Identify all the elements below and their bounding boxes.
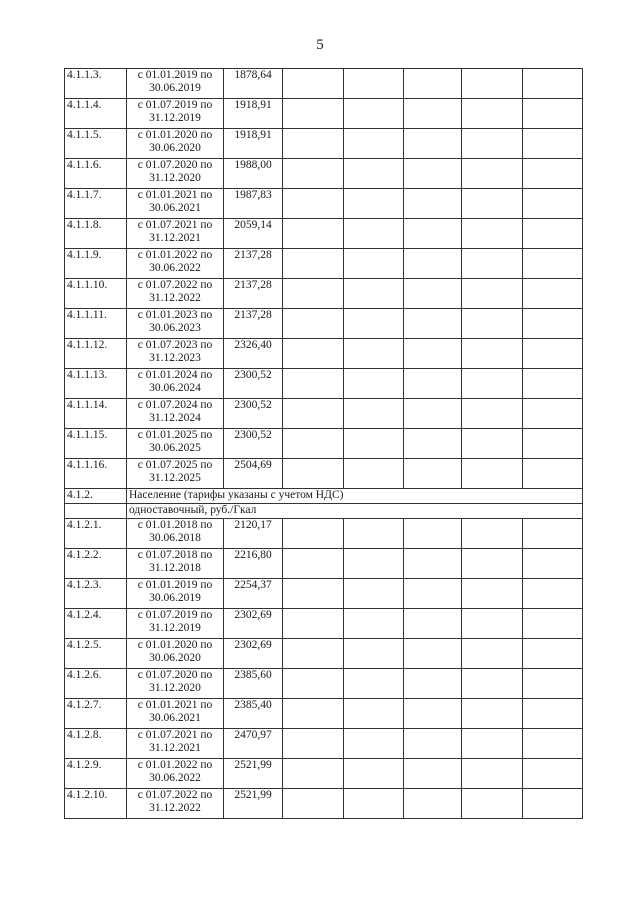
- empty-cell: [404, 369, 462, 399]
- row-value: 2137,28: [224, 309, 283, 339]
- empty-cell: [404, 309, 462, 339]
- period-from: с 01.07.2022 по: [137, 279, 213, 291]
- row-code: 4.1.1.4.: [65, 99, 127, 129]
- empty-cell: [404, 339, 462, 369]
- empty-cell: [283, 639, 344, 669]
- empty-cell: [283, 759, 344, 789]
- empty-cell: [404, 609, 462, 639]
- empty-cell: [523, 189, 583, 219]
- row-period: [127, 789, 224, 819]
- row-code: 4.1.1.3.: [65, 69, 127, 99]
- period-from: с 01.01.2018 по: [137, 519, 213, 531]
- empty-cell: [344, 369, 404, 399]
- period-to: 30.06.2022: [149, 772, 201, 784]
- row-period: [127, 159, 224, 189]
- empty-cell: [344, 399, 404, 429]
- empty-cell: [404, 549, 462, 579]
- empty-cell: [462, 69, 523, 99]
- empty-cell: [283, 459, 344, 489]
- period-from: с 01.01.2019 по: [137, 579, 213, 591]
- page-number: 5: [316, 37, 324, 53]
- period-from: с 01.07.2020 по: [137, 669, 213, 681]
- empty-cell: [462, 279, 523, 309]
- period-to: 30.06.2018: [149, 532, 201, 544]
- empty-cell: [283, 429, 344, 459]
- table-row: [65, 69, 583, 99]
- section-title: Население (тарифы указаны с учетом НДС): [127, 489, 583, 504]
- empty-cell: [523, 519, 583, 549]
- row-value: 2385,40: [224, 699, 283, 729]
- row-code: 4.1.1.15.: [65, 429, 127, 459]
- empty-cell: [344, 759, 404, 789]
- empty-cell: [523, 429, 583, 459]
- row-code: 4.1.2.1.: [65, 519, 127, 549]
- empty-cell: [523, 99, 583, 129]
- empty-cell: [283, 159, 344, 189]
- empty-cell: [404, 189, 462, 219]
- row-value: 2302,69: [224, 639, 283, 669]
- period-to: 31.12.2020: [149, 682, 201, 694]
- empty-cell: [283, 609, 344, 639]
- empty-cell: [283, 309, 344, 339]
- empty-cell: [344, 219, 404, 249]
- row-period: [127, 759, 224, 789]
- empty-cell: [523, 549, 583, 579]
- row-period: [127, 519, 224, 549]
- empty-cell: [462, 549, 523, 579]
- period-to: 30.06.2022: [149, 262, 201, 274]
- empty-cell: [523, 669, 583, 699]
- period-to: 30.06.2021: [149, 202, 201, 214]
- table-row: [65, 189, 583, 219]
- empty-cell: [462, 729, 523, 759]
- table-row: [65, 549, 583, 579]
- empty-cell: [404, 249, 462, 279]
- row-value: 2137,28: [224, 249, 283, 279]
- row-value: 2385,60: [224, 669, 283, 699]
- period-from: с 01.07.2021 по: [137, 729, 213, 741]
- row-period: [127, 639, 224, 669]
- row-code: 4.1.2.8.: [65, 729, 127, 759]
- period-to: 30.06.2019: [149, 82, 201, 94]
- empty-cell: [283, 219, 344, 249]
- period-to: 31.12.2018: [149, 562, 201, 574]
- empty-cell: [283, 339, 344, 369]
- period-to: 31.12.2022: [149, 292, 201, 304]
- period-from: с 01.07.2018 по: [137, 549, 213, 561]
- table-row: [65, 399, 583, 429]
- row-period: [127, 609, 224, 639]
- empty-cell: [344, 309, 404, 339]
- table-row: [65, 519, 583, 549]
- row-code: 4.1.2.7.: [65, 699, 127, 729]
- period-to: 31.12.2024: [149, 412, 201, 424]
- empty-cell: [462, 459, 523, 489]
- empty-cell: [404, 759, 462, 789]
- empty-cell: [404, 159, 462, 189]
- table-row: [65, 639, 583, 669]
- empty-cell: [462, 429, 523, 459]
- empty-cell: [283, 519, 344, 549]
- row-period: [127, 579, 224, 609]
- period-from: с 01.07.2025 по: [137, 459, 213, 471]
- row-value: 2504,69: [224, 459, 283, 489]
- empty-cell: [404, 399, 462, 429]
- empty-cell: [523, 579, 583, 609]
- empty-cell: [283, 789, 344, 819]
- period-to: 31.12.2019: [149, 112, 201, 124]
- empty-cell: [523, 399, 583, 429]
- row-code: 4.1.1.8.: [65, 219, 127, 249]
- empty-cell: [404, 129, 462, 159]
- row-code: 4.1.1.11.: [65, 309, 127, 339]
- period-to: 31.12.2019: [149, 622, 201, 634]
- empty-cell: [404, 429, 462, 459]
- empty-cell: [523, 759, 583, 789]
- empty-cell: [523, 159, 583, 189]
- row-value: 2470,97: [224, 729, 283, 759]
- period-from: с 01.01.2022 по: [137, 249, 213, 261]
- empty-cell: [523, 309, 583, 339]
- period-from: с 01.07.2019 по: [137, 99, 213, 111]
- row-code: 4.1.2.2.: [65, 549, 127, 579]
- table-row: [65, 159, 583, 189]
- empty-cell: [283, 279, 344, 309]
- empty-cell: [462, 159, 523, 189]
- section-code: 4.1.2.: [65, 489, 127, 504]
- empty-cell: [283, 579, 344, 609]
- row-period: [127, 309, 224, 339]
- empty-cell: [404, 789, 462, 819]
- period-to: 30.06.2019: [149, 592, 201, 604]
- empty-cell: [462, 759, 523, 789]
- empty-cell: [523, 729, 583, 759]
- empty-cell: [462, 579, 523, 609]
- empty-cell: [283, 699, 344, 729]
- row-period: [127, 279, 224, 309]
- period-from: с 01.01.2021 по: [137, 699, 213, 711]
- empty-cell: [344, 639, 404, 669]
- empty-cell: [523, 459, 583, 489]
- empty-cell: [462, 519, 523, 549]
- section-subtitle-row: [65, 504, 583, 519]
- empty-cell: [462, 129, 523, 159]
- tariff-rows-organizations: [65, 69, 583, 489]
- period-to: 31.12.2023: [149, 352, 201, 364]
- empty-cell: [462, 99, 523, 129]
- empty-cell: [462, 609, 523, 639]
- empty-cell: [283, 189, 344, 219]
- empty-cell: [344, 69, 404, 99]
- row-value: 2137,28: [224, 279, 283, 309]
- row-period: [127, 459, 224, 489]
- empty-cell: [283, 669, 344, 699]
- period-from: с 01.01.2020 по: [137, 129, 213, 141]
- row-period: [127, 129, 224, 159]
- period-to: 31.12.2025: [149, 472, 201, 484]
- row-period: [127, 339, 224, 369]
- empty-cell: [344, 579, 404, 609]
- empty-cell: [404, 699, 462, 729]
- empty-cell: [462, 249, 523, 279]
- table-row: [65, 279, 583, 309]
- table-row: [65, 579, 583, 609]
- row-code: 4.1.1.9.: [65, 249, 127, 279]
- row-code: 4.1.1.14.: [65, 399, 127, 429]
- table-row: [65, 729, 583, 759]
- row-code: 4.1.2.3.: [65, 579, 127, 609]
- empty-cell: [344, 99, 404, 129]
- empty-cell: [462, 339, 523, 369]
- section-title-row: [65, 489, 583, 504]
- row-value: 2302,69: [224, 609, 283, 639]
- empty-cell: [523, 699, 583, 729]
- table-row: [65, 369, 583, 399]
- table-row: [65, 339, 583, 369]
- row-period: [127, 249, 224, 279]
- row-value: 2216,80: [224, 549, 283, 579]
- empty-cell: [404, 279, 462, 309]
- period-to: 31.12.2022: [149, 802, 201, 814]
- section-subtitle-blank: [65, 504, 127, 519]
- empty-cell: [344, 789, 404, 819]
- empty-cell: [344, 429, 404, 459]
- empty-cell: [523, 789, 583, 819]
- table-row: [65, 609, 583, 639]
- table-row: [65, 429, 583, 459]
- empty-cell: [404, 69, 462, 99]
- row-code: 4.1.1.12.: [65, 339, 127, 369]
- period-from: с 01.07.2020 по: [137, 159, 213, 171]
- empty-cell: [523, 69, 583, 99]
- row-value: 2254,37: [224, 579, 283, 609]
- row-value: 2521,99: [224, 759, 283, 789]
- empty-cell: [283, 549, 344, 579]
- row-code: 4.1.2.4.: [65, 609, 127, 639]
- row-period: [127, 99, 224, 129]
- table-row: [65, 309, 583, 339]
- empty-cell: [283, 729, 344, 759]
- table-row: [65, 789, 583, 819]
- empty-cell: [462, 669, 523, 699]
- empty-cell: [462, 309, 523, 339]
- table-row: [65, 699, 583, 729]
- row-period: [127, 669, 224, 699]
- row-value: 2300,52: [224, 399, 283, 429]
- row-code: 4.1.1.16.: [65, 459, 127, 489]
- row-code: 4.1.2.5.: [65, 639, 127, 669]
- empty-cell: [344, 189, 404, 219]
- empty-cell: [344, 249, 404, 279]
- empty-cell: [523, 279, 583, 309]
- period-from: с 01.01.2021 по: [137, 189, 213, 201]
- row-value: 1918,91: [224, 129, 283, 159]
- row-code: 4.1.1.5.: [65, 129, 127, 159]
- empty-cell: [404, 99, 462, 129]
- empty-cell: [344, 549, 404, 579]
- period-from: с 01.01.2024 по: [137, 369, 213, 381]
- empty-cell: [344, 279, 404, 309]
- empty-cell: [344, 519, 404, 549]
- period-to: 30.06.2020: [149, 142, 201, 154]
- table-row: [65, 759, 583, 789]
- empty-cell: [462, 789, 523, 819]
- row-period: [127, 219, 224, 249]
- empty-cell: [523, 339, 583, 369]
- empty-cell: [344, 609, 404, 639]
- period-to: 30.06.2023: [149, 322, 201, 334]
- section-subtitle: одноставочный, руб./Гкал: [127, 504, 583, 519]
- empty-cell: [462, 189, 523, 219]
- period-to: 31.12.2021: [149, 742, 201, 754]
- period-from: с 01.01.2025 по: [137, 429, 213, 441]
- table-row: [65, 129, 583, 159]
- row-code: 4.1.1.13.: [65, 369, 127, 399]
- empty-cell: [283, 69, 344, 99]
- empty-cell: [404, 669, 462, 699]
- row-code: 4.1.1.6.: [65, 159, 127, 189]
- empty-cell: [462, 699, 523, 729]
- row-value: 1918,91: [224, 99, 283, 129]
- empty-cell: [344, 459, 404, 489]
- period-from: с 01.07.2019 по: [137, 609, 213, 621]
- table-row: [65, 249, 583, 279]
- row-value: 2300,52: [224, 429, 283, 459]
- row-value: 2521,99: [224, 789, 283, 819]
- row-value: 2059,14: [224, 219, 283, 249]
- row-period: [127, 729, 224, 759]
- empty-cell: [283, 369, 344, 399]
- empty-cell: [523, 609, 583, 639]
- empty-cell: [523, 639, 583, 669]
- period-to: 30.06.2025: [149, 442, 201, 454]
- table-row: [65, 219, 583, 249]
- empty-cell: [344, 339, 404, 369]
- section-population: [65, 489, 583, 519]
- row-period: [127, 369, 224, 399]
- empty-cell: [344, 159, 404, 189]
- period-from: с 01.01.2020 по: [137, 639, 213, 651]
- empty-cell: [283, 99, 344, 129]
- table-row: [65, 99, 583, 129]
- table-row: [65, 459, 583, 489]
- period-from: с 01.07.2023 по: [137, 339, 213, 351]
- empty-cell: [523, 369, 583, 399]
- row-value: 2326,40: [224, 339, 283, 369]
- empty-cell: [344, 729, 404, 759]
- empty-cell: [523, 249, 583, 279]
- row-period: [127, 399, 224, 429]
- row-value: 1878,64: [224, 69, 283, 99]
- empty-cell: [404, 579, 462, 609]
- period-from: с 01.07.2021 по: [137, 219, 213, 231]
- period-from: с 01.01.2019 по: [137, 69, 213, 81]
- table-row: [65, 669, 583, 699]
- row-code: 4.1.1.7.: [65, 189, 127, 219]
- empty-cell: [404, 639, 462, 669]
- row-code: 4.1.2.6.: [65, 669, 127, 699]
- empty-cell: [462, 399, 523, 429]
- empty-cell: [404, 729, 462, 759]
- empty-cell: [404, 219, 462, 249]
- period-to: 31.12.2021: [149, 232, 201, 244]
- row-code: 4.1.1.10.: [65, 279, 127, 309]
- row-period: [127, 189, 224, 219]
- empty-cell: [344, 669, 404, 699]
- period-to: 30.06.2020: [149, 652, 201, 664]
- row-value: 1987,83: [224, 189, 283, 219]
- empty-cell: [404, 519, 462, 549]
- period-from: с 01.07.2022 по: [137, 789, 213, 801]
- row-value: 1988,00: [224, 159, 283, 189]
- empty-cell: [283, 249, 344, 279]
- row-period: [127, 549, 224, 579]
- row-code: 4.1.2.9.: [65, 759, 127, 789]
- empty-cell: [523, 219, 583, 249]
- empty-cell: [523, 129, 583, 159]
- period-to: 31.12.2020: [149, 172, 201, 184]
- period-to: 30.06.2024: [149, 382, 201, 394]
- period-from: с 01.01.2023 по: [137, 309, 213, 321]
- row-period: [127, 69, 224, 99]
- empty-cell: [344, 699, 404, 729]
- empty-cell: [283, 129, 344, 159]
- tariff-table: [64, 68, 583, 819]
- row-value: 2300,52: [224, 369, 283, 399]
- period-from: с 01.07.2024 по: [137, 399, 213, 411]
- empty-cell: [344, 129, 404, 159]
- row-period: [127, 429, 224, 459]
- row-code: 4.1.2.10.: [65, 789, 127, 819]
- empty-cell: [404, 459, 462, 489]
- row-period: [127, 699, 224, 729]
- empty-cell: [462, 219, 523, 249]
- row-value: 2120,17: [224, 519, 283, 549]
- period-from: с 01.01.2022 по: [137, 759, 213, 771]
- empty-cell: [462, 369, 523, 399]
- empty-cell: [283, 399, 344, 429]
- period-to: 30.06.2021: [149, 712, 201, 724]
- tariff-rows-population: [65, 519, 583, 819]
- empty-cell: [462, 639, 523, 669]
